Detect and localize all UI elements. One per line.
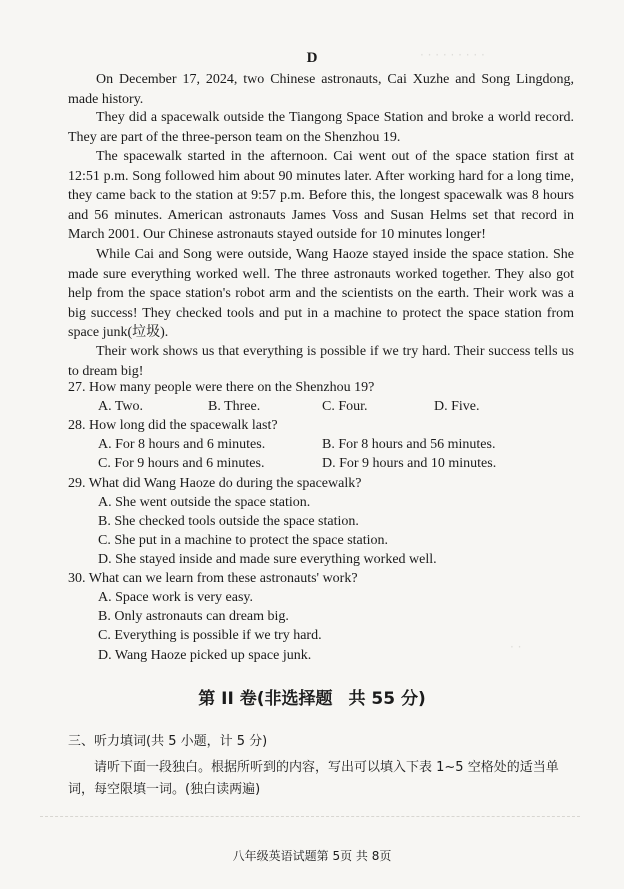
question-30-stem: 30. What can we learn from these astronauts' work?	[68, 571, 358, 586]
part-three-instruction: 请听下面一段独白。根据所听到的内容，写出可以填入下表 1~5 空格处的适当单词，每空限填一词。(独白读两遍)	[68, 760, 559, 797]
question-30-option-c[interactable]: C. Everything is possible if we try hard.	[98, 628, 322, 643]
question-28-option-b[interactable]: B. For 8 hours and 56 minutes.	[322, 437, 496, 452]
question-30-option-a[interactable]: A. Space work is very easy.	[98, 590, 253, 605]
question-28-stem: 28. How long did the spacewalk last?	[68, 418, 278, 433]
question-28-option-c[interactable]: C. For 9 hours and 6 minutes.	[98, 456, 265, 471]
bleed-through-text: · ·	[510, 640, 522, 654]
page-footer: 八年级英语试题第 5页 共 8页	[232, 849, 392, 863]
passage-label: D	[306, 50, 318, 66]
question-29-option-d[interactable]: D. She stayed inside and made sure everything worked well.	[98, 552, 437, 567]
part-two-title: 第 II 卷(非选择题	[198, 689, 333, 709]
question-29-option-b[interactable]: B. She checked tools outside the space station.	[98, 514, 359, 529]
question-29-option-c[interactable]: C. She put in a machine to protect the space station.	[98, 533, 389, 548]
question-27-option-b[interactable]: B. Three.	[208, 399, 261, 414]
question-27-stem: 27. How many people were there on the Shenzhou 19?	[68, 380, 375, 395]
question-30-option-b[interactable]: B. Only astronauts can dream big.	[98, 609, 289, 624]
question-27-option-d[interactable]: D. Five.	[434, 399, 480, 414]
passage-paragraph-4: While Cai and Song were outside, Wang Haoze stayed inside the space station. She made sure everything worked well. The three astronauts worked together. They also got help from the space station's robot arm and the scientists on the earth. Their work was a big success! They checked tools and put in a machine to protect the space station from space junk(垃圾).	[68, 247, 574, 340]
question-27-option-c[interactable]: C. Four.	[322, 399, 368, 414]
bleed-through-text: · · · · · · · · ·	[420, 48, 485, 62]
question-27-option-a[interactable]: A. Two.	[98, 399, 144, 414]
part-two-score: 共 55 分)	[348, 689, 426, 709]
part-two-heading	[0, 684, 624, 709]
passage-paragraph-3: The spacewalk started in the afternoon. Cai went out of the space station first at 12:51 p.m. Song followed him about 90 minutes later. After working hard for a long time, they came back to the station at 9:57 p.m. Before this, the longest spacewalk was 8 hours and 56 minutes. American astronauts James Voss and Susan Helms set that record in March 2001. Our Chinese astronauts stayed outside for 10 minutes longer!	[68, 149, 574, 242]
passage-paragraph-5: Their work shows us that everything is possible if we try hard. Their success tells us to dream big!	[68, 344, 574, 379]
passage-paragraph-2: They did a spacewalk outside the Tiangong Space Station and broke a world record. They are part of the three-person team on the Shenzhou 19.	[68, 110, 574, 145]
divider	[40, 816, 580, 817]
part-three-title: 三、听力填词(共 5 小题，计 5 分)	[68, 734, 268, 749]
question-28-option-d[interactable]: D. For 9 hours and 10 minutes.	[322, 456, 497, 471]
question-30-option-d[interactable]: D. Wang Haoze picked up space junk.	[98, 648, 312, 663]
question-29-stem: 29. What did Wang Haoze do during the spacewalk?	[68, 476, 362, 491]
question-28-option-a[interactable]: A. For 8 hours and 6 minutes.	[98, 437, 266, 452]
question-29-option-a[interactable]: A. She went outside the space station.	[98, 495, 311, 510]
passage-paragraph-1: On December 17, 2024, two Chinese astronauts, Cai Xuzhe and Song Lingdong, made history.	[68, 72, 574, 107]
